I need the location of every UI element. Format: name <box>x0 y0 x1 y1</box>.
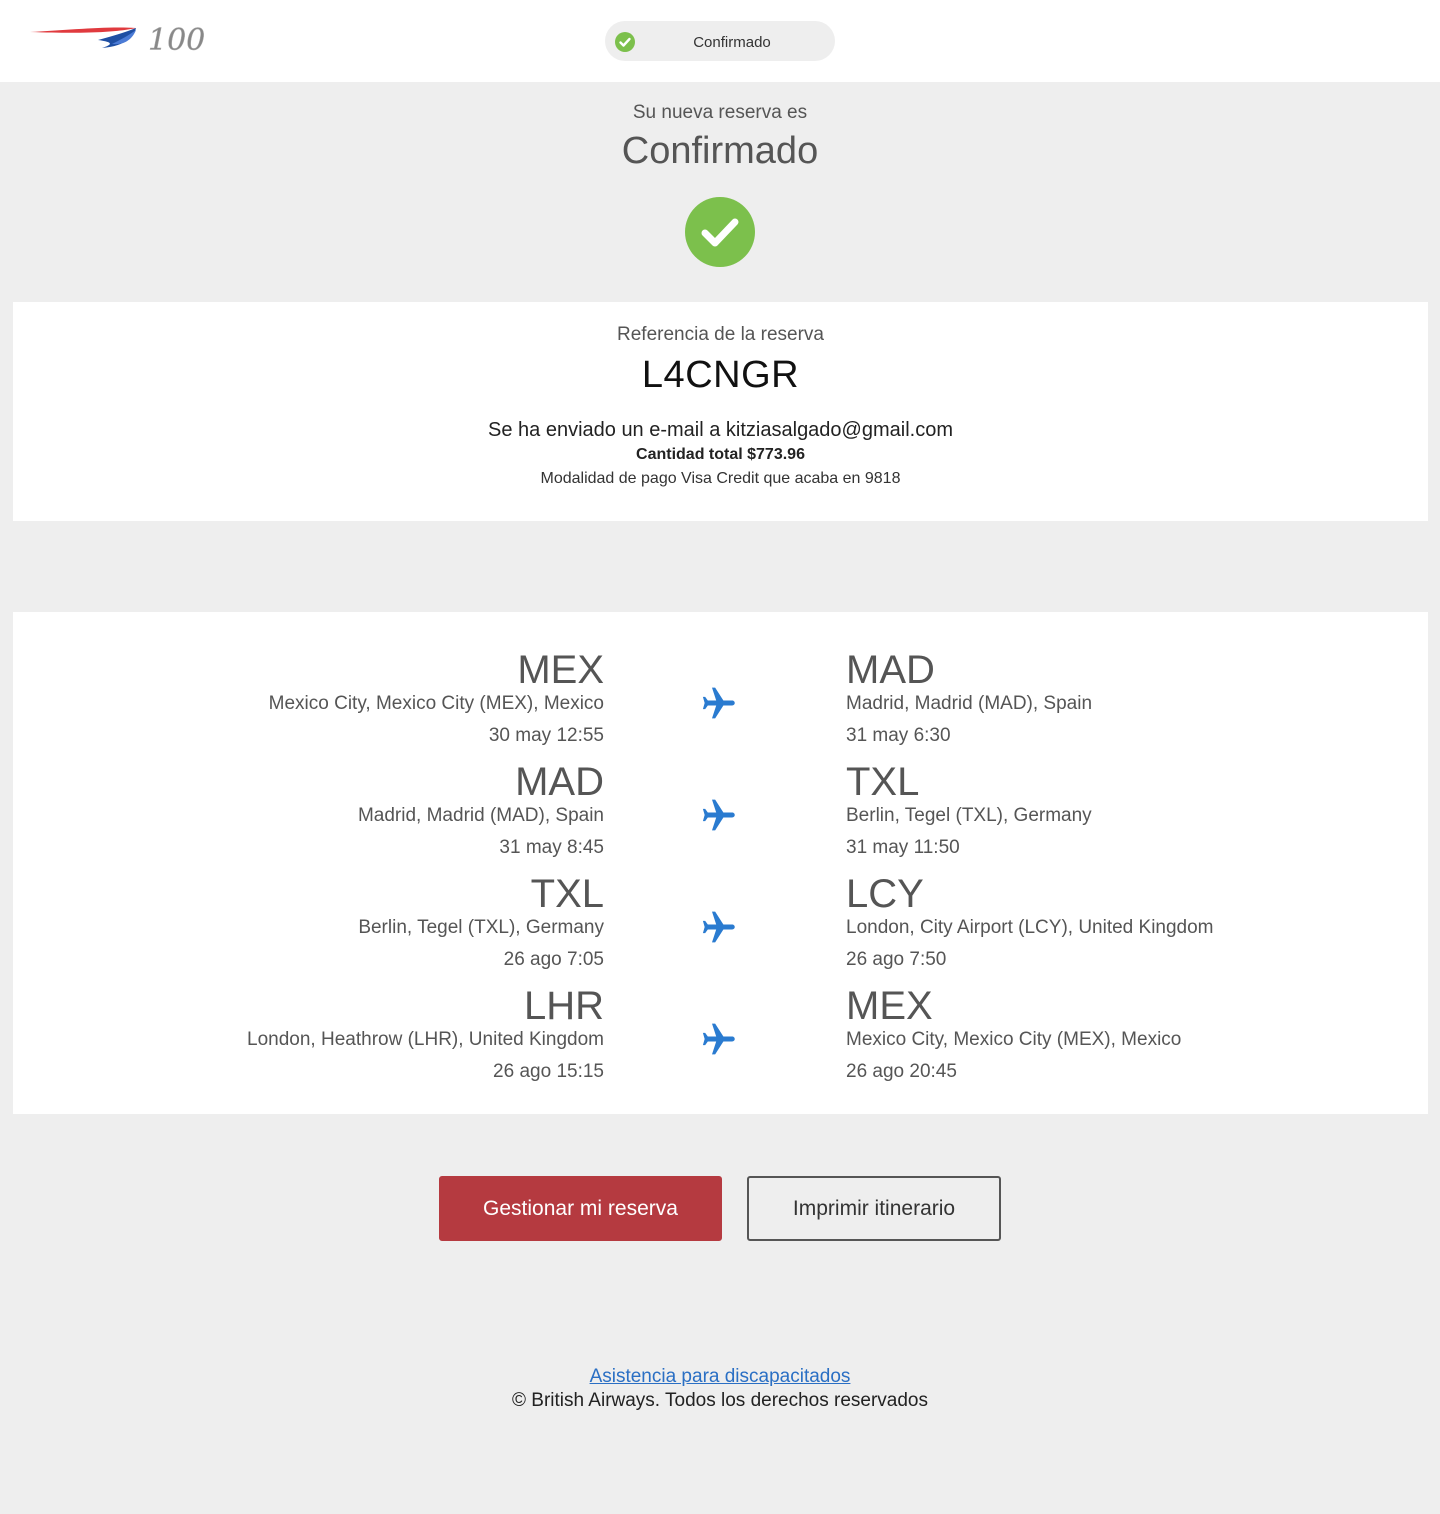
booking-reference-card <box>13 302 1428 521</box>
total-amount: Cantidad total $773.96 <box>636 446 805 463</box>
header <box>0 0 1440 82</box>
payment-method: Modalidad de pago Visa Credit que acaba en 9818 <box>540 470 901 487</box>
departure-code: LHR <box>523 984 604 1028</box>
check-icon <box>615 32 635 52</box>
departure-city: London, Heathrow (LHR), United Kingdom <box>247 1029 604 1050</box>
airplane-icon <box>698 682 740 724</box>
flight-segment <box>13 984 1428 1096</box>
confirmation-title: Confirmado <box>621 130 819 172</box>
status-label: Confirmado <box>693 34 771 51</box>
arrival <box>846 984 1181 1084</box>
departure <box>358 760 604 860</box>
departure-time: 30 may 12:55 <box>488 725 604 746</box>
check-circle-icon <box>685 197 755 267</box>
copyright-text: © British Airways. Todos los derechos reservados <box>512 1390 928 1411</box>
airplane-icon <box>698 1018 740 1060</box>
departure <box>358 872 604 972</box>
british-airways-logo[interactable] <box>28 18 208 62</box>
reference-label: Referencia de la reserva <box>617 324 824 345</box>
arrival <box>846 760 1092 860</box>
departure-city: Mexico City, Mexico City (MEX), Mexico <box>268 693 604 714</box>
arrival-city: London, City Airport (LCY), United Kingdom <box>846 917 1214 938</box>
arrival <box>846 872 1214 972</box>
arrival-city: Berlin, Tegel (TXL), Germany <box>846 805 1092 826</box>
arrival-code: MAD <box>846 648 935 692</box>
airplane-icon <box>698 794 740 836</box>
departure-time: 26 ago 7:05 <box>503 949 604 970</box>
departure <box>269 648 604 748</box>
status-pill <box>605 21 835 61</box>
departure-time: 31 may 8:45 <box>499 837 604 858</box>
flight-itinerary-card <box>13 612 1428 1114</box>
arrival-city: Mexico City, Mexico City (MEX), Mexico <box>846 1029 1182 1050</box>
email-confirmation-text: Se ha enviado un e-mail a kitziasalgado@gmail.com <box>488 419 953 441</box>
reference-code: L4CNGR <box>641 354 800 396</box>
print-itinerary-button[interactable]: Imprimir itinerario <box>747 1176 1001 1241</box>
departure-code: MAD <box>515 760 604 804</box>
departure-code: MEX <box>517 648 604 692</box>
arrival <box>846 648 1092 748</box>
departure <box>247 984 604 1084</box>
arrival-code: LCY <box>846 872 924 916</box>
arrival-city: Madrid, Madrid (MAD), Spain <box>846 693 1093 714</box>
departure-city: Berlin, Tegel (TXL), Germany <box>358 917 604 938</box>
arrival-time: 31 may 11:50 <box>846 837 960 858</box>
confirmation-subtitle: Su nueva reserva es <box>632 102 808 123</box>
svg-text:100: 100 <box>148 23 206 58</box>
arrival-code: TXL <box>846 760 920 804</box>
manage-booking-button[interactable]: Gestionar mi reserva <box>439 1176 722 1241</box>
departure-city: Madrid, Madrid (MAD), Spain <box>357 805 604 826</box>
airplane-icon <box>698 906 740 948</box>
flight-segment <box>13 648 1428 760</box>
arrival-time: 26 ago 20:45 <box>846 1061 957 1082</box>
accessibility-assistance-link[interactable]: Asistencia para discapacitados <box>589 1366 851 1387</box>
flight-segment <box>13 760 1428 872</box>
arrival-time: 31 may 6:30 <box>846 725 951 746</box>
departure-code: TXL <box>530 872 604 916</box>
departure-time: 26 ago 15:15 <box>493 1061 604 1082</box>
arrival-time: 26 ago 7:50 <box>846 949 947 970</box>
arrival-code: MEX <box>846 984 933 1028</box>
flight-segment <box>13 872 1428 984</box>
